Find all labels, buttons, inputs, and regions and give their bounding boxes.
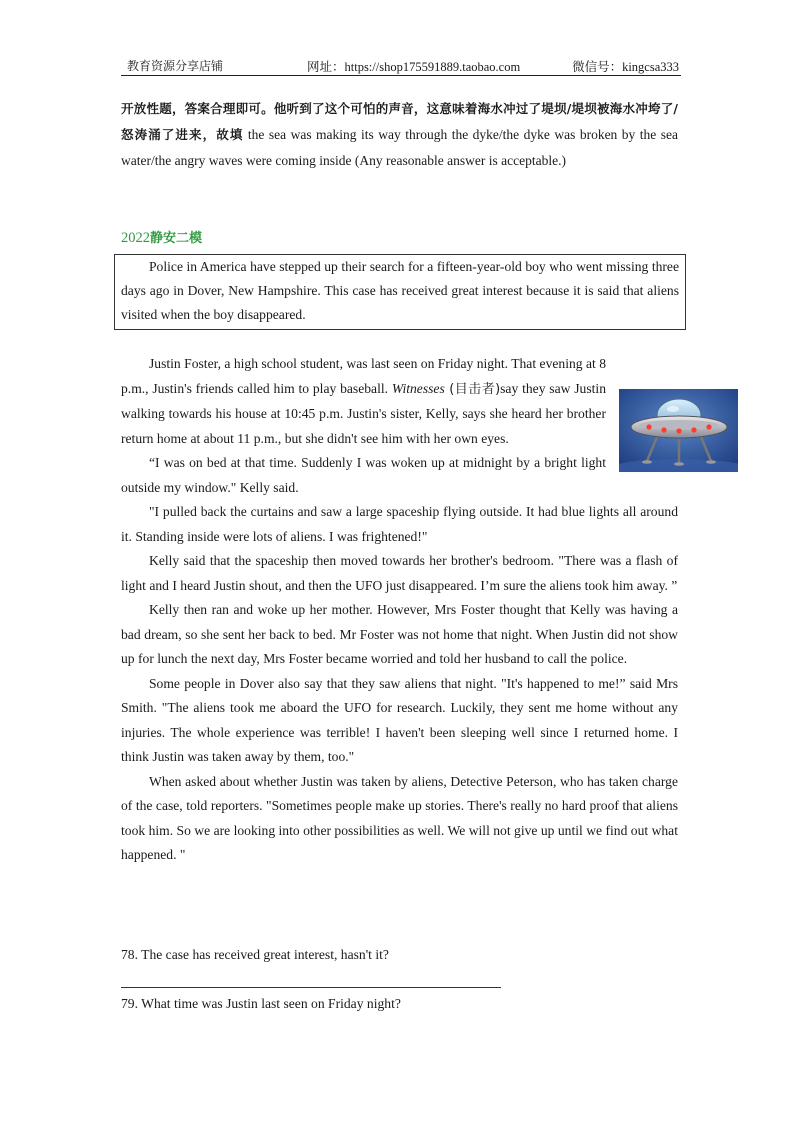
answer-chinese-text: 开放性题，答案合理即可。他听到了这个可怕的声音，这意味着海水冲过了堤坝/堤坝被海水冲垮了/怒涛涌了进来，故填	[121, 101, 678, 142]
section-name: 静安二模	[150, 231, 203, 246]
header-shop-name: 教育资源分享店铺	[127, 59, 224, 73]
intro-box	[114, 254, 686, 330]
paragraph-6: Some people in Dover also say that they saw aliens that night. "It's happened to me!” said Mrs Smith. "The aliens took me aboard the UFO for research. Luckily, they sent me home without any injuries. The whole experience was terrible! I haven't been sleeping well since I returned home. I think Justin was taken away by them, too."	[121, 675, 678, 764]
answer-line-78[interactable]	[121, 987, 501, 988]
header-url[interactable]: 网址：https://shop175591889.taobao.com	[307, 60, 521, 74]
paragraph-2: “I was on bed at that time. Suddenly I was woken up at midnight by a bright light outside my window." Kelly said.	[121, 455, 606, 495]
witnesses-word: Witnesses	[391, 380, 445, 396]
question-79: 79. What time was Justin last seen on Friday night?	[121, 996, 401, 1011]
answer-english-text: the sea was making its way through the dyke/the dyke was broken by the sea water/the angry waves were coming inside (Any reasonable answer is acceptable.)	[121, 127, 678, 168]
header-wechat: 微信号：kingcsa333	[572, 60, 679, 74]
paragraph-5: Kelly then ran and woke up her mother. However, Mrs Foster thought that Kelly was having a bad dream, so she sent her back to bed. Mr Foster was not home that night. When Justin did not show up for lunch the next day, Mrs Foster became worried and told her husband to call the police.	[121, 602, 678, 666]
paragraph-4: Kelly said that the spaceship then moved towards her brother's bedroom. "There was a flash of light and I heard Justin shout, and then the UFO just disappeared. I’m sure the aliens took him away. ”	[121, 553, 678, 593]
ufo-illustration	[619, 389, 738, 472]
section-year: 2022	[121, 230, 150, 246]
section-title	[121, 227, 202, 247]
intro-text: Police in America have stepped up their search for a fifteen-year-old boy who went missing three days ago in Dover, New Hampshire. This case has received great interest because it is said that aliens visited when the boy disappeared.	[121, 259, 679, 323]
witnesses-gloss: (目击者)	[444, 381, 501, 397]
paragraph-7: When asked about whether Justin was taken by aliens, Detective Peterson, who has taken charge of the case, told reporters. "Sometimes people make up stories. There's really no hard proof that aliens took him. So we are looking into other possibilities as well. We will not give up until we find out what happened. "	[121, 773, 678, 862]
question-78: 78. The case has received great interest, hasn't it?	[121, 947, 389, 962]
paragraph-1	[121, 352, 678, 451]
reading-passage	[121, 352, 678, 868]
paragraph-1-text-a: Justin Foster, a high school student, was last seen on Friday night. That evening at 8 p.m., Justin's friends called him to play baseball.	[121, 356, 606, 396]
paragraph-1-text-b: say they saw Justin walking towards his house at 10:45 p.m. Justin's sister, Kelly, says she heard her brother return home at about 11 p.m., but she didn't see him with her own eyes.	[121, 380, 606, 446]
paragraph-3: "I pulled back the curtains and saw a large spaceship flying outside. It had blue lights all around it. Standing inside were lots of aliens. I was frightened!"	[121, 504, 678, 544]
previous-answer-explanation	[121, 96, 678, 174]
page-header	[121, 57, 681, 76]
